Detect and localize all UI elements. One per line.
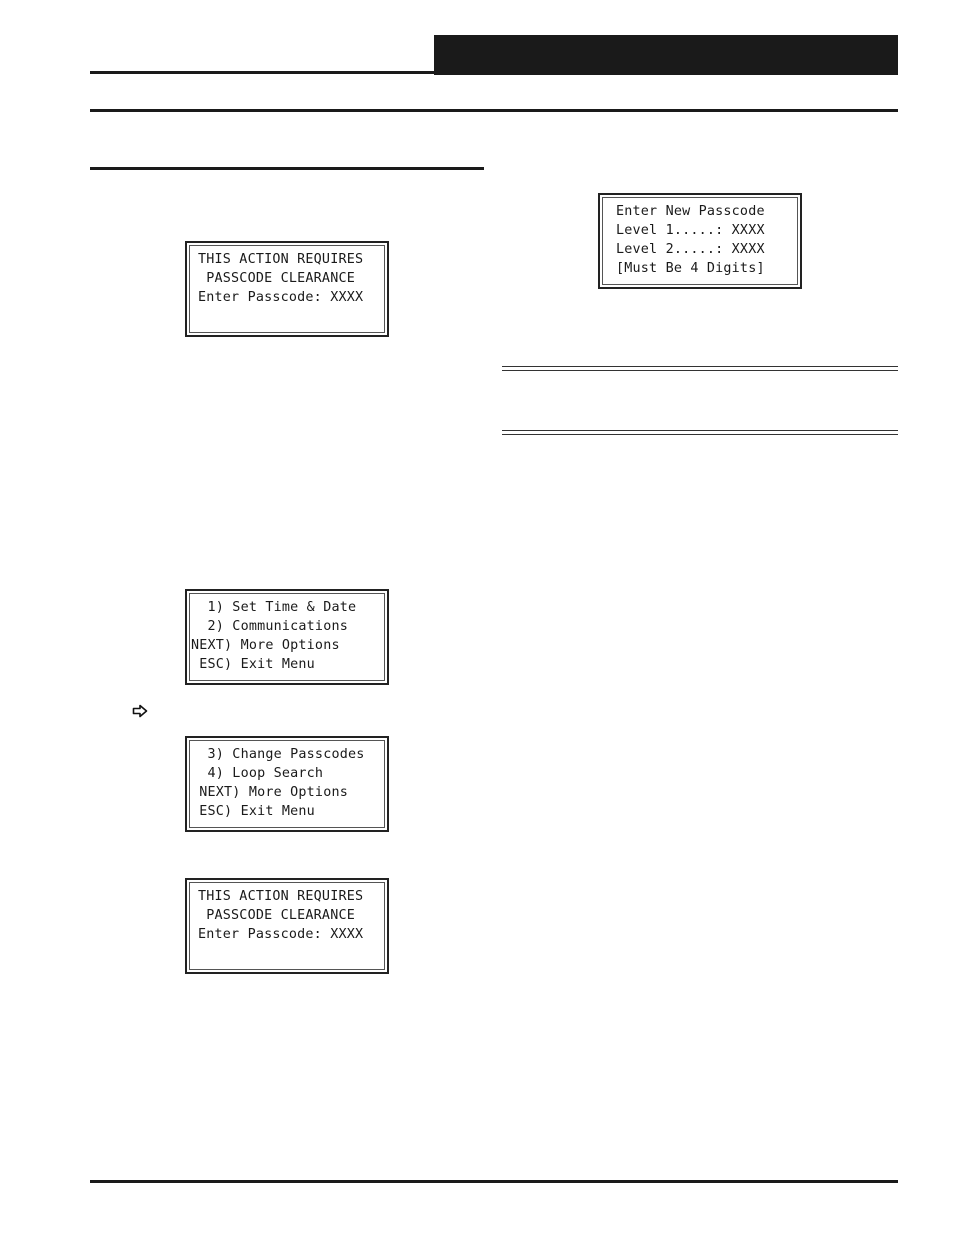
lcd-line: PASSCODE CLEARANCE xyxy=(198,271,355,286)
lcd-line: PASSCODE CLEARANCE xyxy=(198,908,355,923)
header-title-bar xyxy=(434,35,898,75)
lcd-line: THIS ACTION REQUIRES xyxy=(198,889,364,904)
footer-rule xyxy=(90,1180,898,1183)
lcd-menu-2 xyxy=(185,736,389,832)
lcd-line: 3) Change Passcodes xyxy=(191,747,365,762)
lcd-line: 4) Loop Search xyxy=(191,766,324,781)
lcd-line: 1) Set Time & Date xyxy=(191,600,357,615)
lcd-passcode-clearance-2 xyxy=(185,878,389,974)
lcd-line: THIS ACTION REQUIRES xyxy=(198,252,364,267)
note-rule-top xyxy=(502,366,898,371)
lcd-line: ESC) Exit Menu xyxy=(191,657,315,672)
lcd-new-passcode xyxy=(598,193,802,289)
lcd-menu-1 xyxy=(185,589,389,685)
lcd-line: [Must Be 4 Digits] xyxy=(616,261,765,276)
header-rule-full xyxy=(90,109,898,112)
lcd-line: Enter Passcode: XXXX xyxy=(198,927,364,942)
lcd-line: Enter New Passcode xyxy=(616,204,765,219)
lcd-line: ESC) Exit Menu xyxy=(191,804,315,819)
note-rule-bottom xyxy=(502,430,898,435)
lcd-line: Enter Passcode: XXXX xyxy=(198,290,364,305)
lcd-line: NEXT) More Options xyxy=(191,785,348,800)
header-rule-left xyxy=(90,71,435,74)
lcd-line: Level 1.....: XXXX xyxy=(616,223,765,238)
lcd-line: NEXT) More Options xyxy=(191,638,340,653)
lcd-passcode-clearance-1 xyxy=(185,241,389,337)
section-heading-rule xyxy=(90,167,484,170)
lcd-line: 2) Communications xyxy=(191,619,348,634)
outline-right-arrow-icon xyxy=(132,703,148,719)
lcd-line: Level 2.....: XXXX xyxy=(616,242,765,257)
